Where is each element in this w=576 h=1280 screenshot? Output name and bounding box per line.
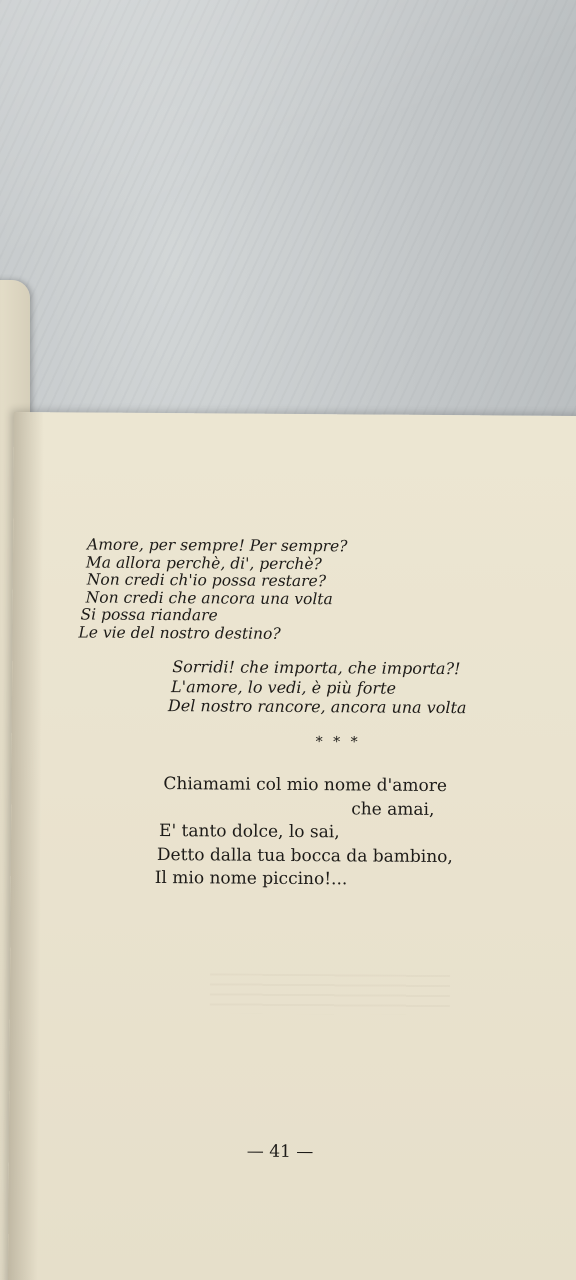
poem-line: Ma allora perchè, di', perchè? [85,553,322,573]
poem-line: Le vie del nostro destino? [78,622,281,643]
book-page [8,412,576,1280]
poem-line: che amai, [351,798,435,820]
poem-line: Detto dalla tua bocca da bambino, [156,844,453,867]
page-gutter-shadow [8,412,44,1280]
poem-line: Non credi che ancora una volta [85,588,333,608]
poem-line: Del nostro rancore, ancora una volta [167,696,467,718]
poem-line: Si possa riandare [80,605,218,625]
poem-line: L'amore, lo vedi, è più forte [171,676,397,698]
poem-line: Amore, per sempre! Per sempre? [87,535,348,556]
section-separator: * * * [315,734,361,751]
poem-line: Il mio nome piccino!... [154,867,348,890]
poem-line: E' tanto dolce, lo sai, [159,821,340,843]
page-number: — 41 — [246,1141,314,1163]
poem-line: Chiamami col mio nome d'amore [163,774,448,797]
poem-line: Non credi ch'io possa restare? [86,570,327,591]
table-surface [0,0,576,460]
bleed-through-text [210,973,450,1015]
stanza-1 [78,535,348,644]
stanza-3 [154,773,454,893]
stanza-2 [167,657,467,718]
poem-line: Sorridi! che importa, che importa?! [172,657,461,679]
